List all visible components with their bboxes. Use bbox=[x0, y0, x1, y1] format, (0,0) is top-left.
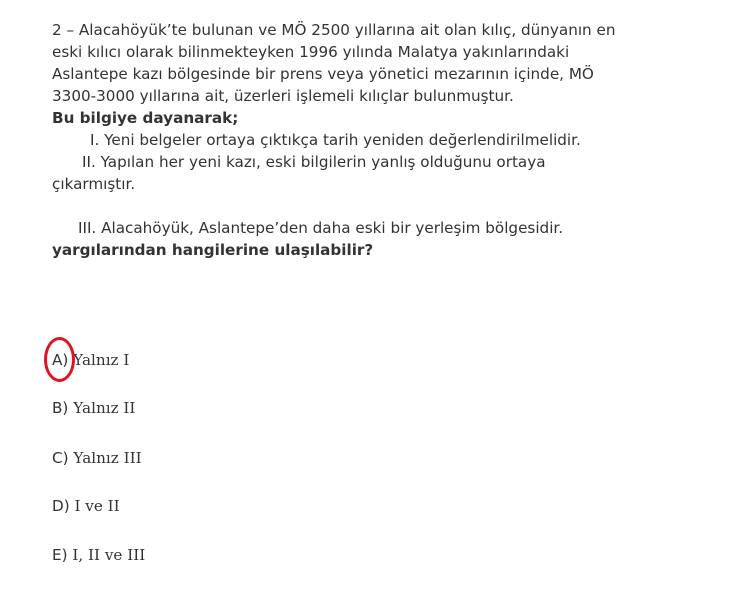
question-block bbox=[52, 19, 742, 261]
option-b-text: Yalnız II bbox=[73, 399, 136, 417]
option-e-letter: E) bbox=[52, 546, 68, 564]
question-text: yargılarından hangilerine ulaşılabilir? bbox=[52, 241, 374, 259]
statement-2-line-1: II. Yapılan her yeni kazı, eski bilgilerin yanlış olduğunu ortaya bbox=[82, 153, 546, 171]
question-line-4: 3300-3000 yıllarına ait, üzerleri işlemeli kılıçlar bulunmuştur. bbox=[52, 87, 514, 105]
statement-2-line-2: çıkarmıştır. bbox=[52, 175, 136, 193]
question-line-3: Aslantepe kazı bölgesinde bir prens veya yönetici mezarının içinde, MÖ bbox=[52, 65, 594, 83]
option-d-letter: D) bbox=[52, 497, 70, 515]
statement-1: I. Yeni belgeler ortaya çıktıkça tarih yeniden değerlendirilmelidir. bbox=[90, 131, 581, 149]
question-prompt: Bu bilgiye dayanarak; bbox=[52, 109, 239, 127]
option-a-text: Yalnız I bbox=[73, 351, 130, 369]
question-line-1: 2 – Alacahöyük’te bulunan ve MÖ 2500 yıllarına ait olan kılıç, dünyanın en bbox=[52, 21, 616, 39]
question-line-2: eski kılıcı olarak bilinmekteyken 1996 yılında Malatya yakınlarındaki bbox=[52, 43, 570, 61]
option-e-text: I, II ve III bbox=[72, 546, 146, 564]
option-c[interactable] bbox=[52, 448, 142, 468]
option-b-letter: B) bbox=[52, 399, 69, 417]
option-d[interactable] bbox=[52, 496, 120, 516]
option-c-letter: C) bbox=[52, 449, 69, 467]
option-d-text: I ve II bbox=[74, 497, 120, 515]
option-a-letter: A) bbox=[52, 351, 69, 369]
option-e[interactable] bbox=[52, 545, 145, 565]
option-c-text: Yalnız III bbox=[73, 449, 142, 467]
option-a[interactable] bbox=[52, 350, 129, 370]
statement-3: III. Alacahöyük, Aslantepe’den daha eski bir yerleşim bölgesidir. bbox=[78, 219, 564, 237]
spacer bbox=[52, 195, 742, 217]
option-b[interactable] bbox=[52, 398, 135, 418]
